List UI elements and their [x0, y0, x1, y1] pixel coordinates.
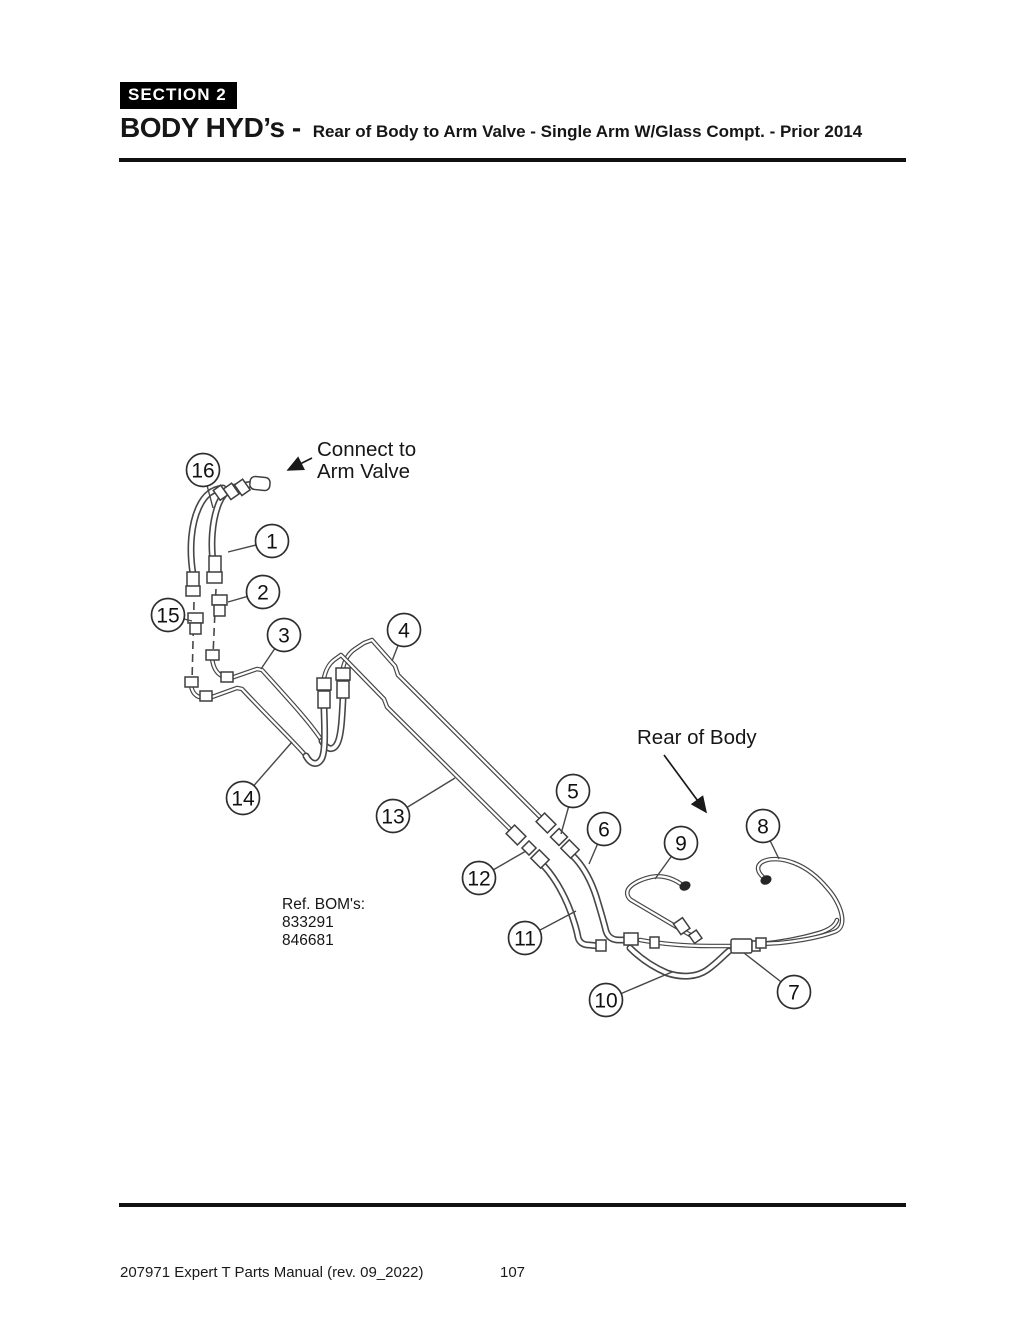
callout-10: [590, 972, 673, 1017]
footer-manual-info: 207971 Expert T Parts Manual (rev. 09_2022): [120, 1264, 424, 1281]
callout-7: [744, 953, 811, 1009]
svg-text:15: 15: [156, 604, 180, 628]
page-subtitle: Rear of Body to Arm Valve - Single Arm W/Glass Compt. - Prior 2014: [312, 122, 863, 141]
diagram-labels: [282, 438, 757, 949]
connect-arm-valve-arrow: [288, 458, 312, 470]
footer-rule: [119, 1203, 906, 1207]
svg-text:Rear of Body: Rear of Body: [637, 726, 757, 749]
svg-text:3: 3: [278, 624, 290, 648]
svg-text:2: 2: [257, 581, 269, 605]
callout-5: [557, 775, 590, 835]
svg-text:11: 11: [514, 927, 536, 951]
svg-text:833291: 833291: [282, 914, 334, 931]
svg-text:Connect to: Connect to: [317, 438, 417, 461]
svg-text:846681: 846681: [282, 932, 334, 949]
svg-text:Arm Valve: Arm Valve: [317, 460, 411, 483]
label-rear-of-body: [637, 726, 757, 749]
callout-8: [747, 810, 780, 860]
svg-text:10: 10: [594, 989, 618, 1013]
svg-text:12: 12: [467, 867, 491, 891]
callout-9: [655, 827, 698, 880]
callout-2: [228, 576, 280, 609]
label-ref-boms: [282, 896, 365, 949]
svg-text:9: 9: [675, 832, 687, 856]
svg-text:5: 5: [567, 780, 579, 804]
callout-11: [509, 911, 577, 955]
callout-6: [588, 813, 621, 865]
callout-14: [227, 742, 293, 815]
label-connect-arm-valve: [317, 438, 416, 483]
callout-1: [228, 525, 289, 558]
svg-text:Ref. BOM's:: Ref. BOM's:: [282, 896, 366, 913]
svg-text:14: 14: [231, 787, 255, 811]
footer-page-number: 107: [500, 1264, 526, 1281]
callout-3: [261, 619, 301, 670]
svg-text:13: 13: [381, 805, 405, 829]
callout-13: [377, 778, 456, 833]
svg-text:1: 1: [266, 530, 278, 554]
rear-of-body-arrow: [664, 755, 706, 812]
callout-4: [388, 614, 421, 662]
section-badge: SECTION 2: [120, 82, 237, 109]
callout-15: [152, 599, 193, 632]
callout-12: [463, 851, 527, 895]
svg-text:8: 8: [757, 815, 769, 839]
svg-text:6: 6: [598, 818, 610, 842]
annotation-arrows: [288, 458, 706, 812]
svg-text:4: 4: [398, 619, 410, 643]
svg-text:7: 7: [788, 981, 800, 1005]
page-title: BODY HYD’s -: [120, 112, 301, 143]
svg-text:16: 16: [191, 459, 215, 483]
